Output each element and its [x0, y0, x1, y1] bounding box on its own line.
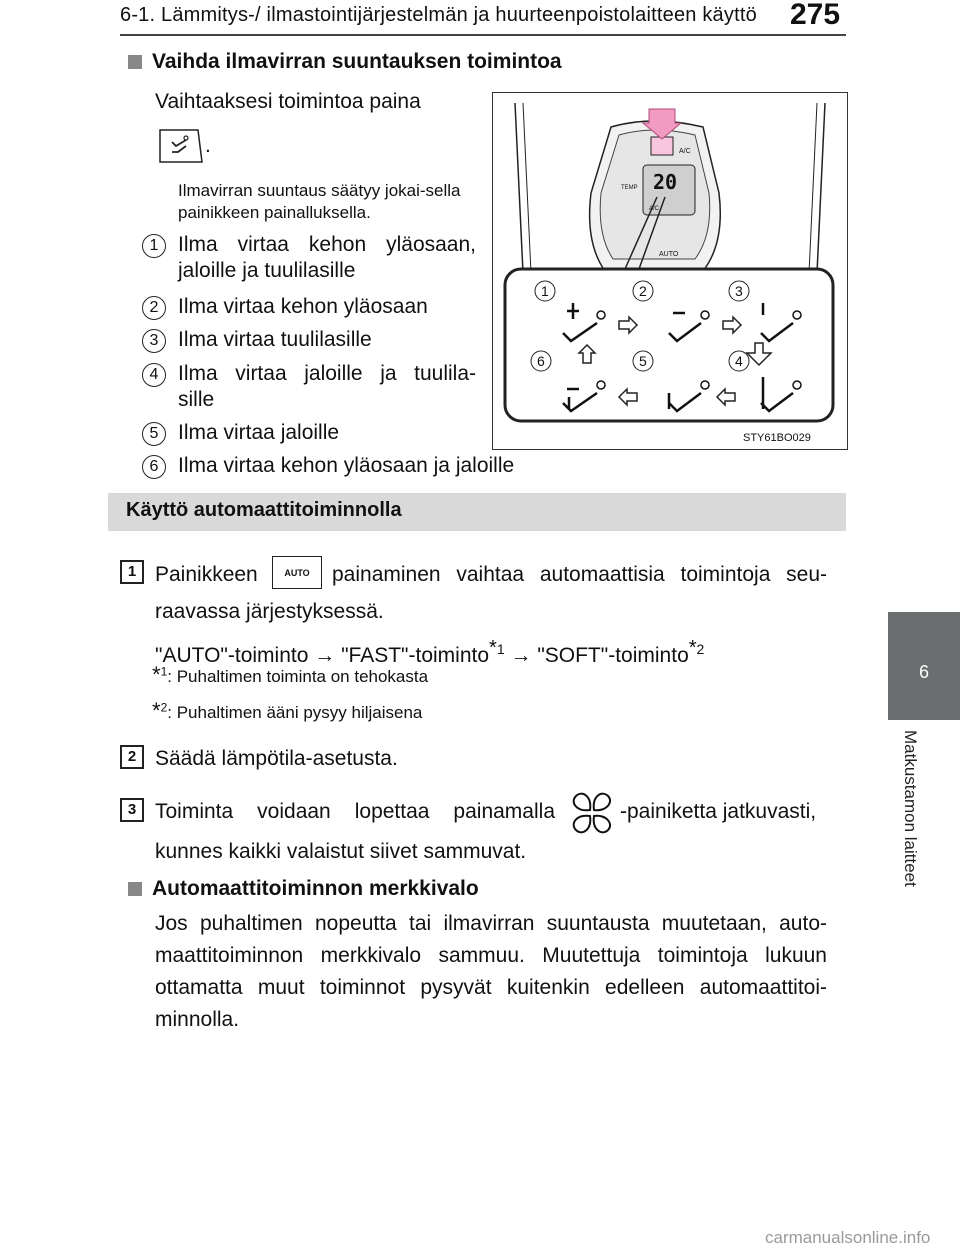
list-item-line: jaloille ja tuulilasille [178, 259, 356, 282]
chapter-tab [888, 612, 960, 720]
list-item-line: Ilma virtaa jaloille ja tuulila- [178, 362, 476, 385]
intro-text: Vaihtaaksesi toimintoa paina [155, 90, 421, 113]
figure-code: STY61BO029 [743, 432, 811, 444]
svg-text:A/C: A/C [649, 206, 660, 212]
step-1-post: painaminen vaihtaa automaattisia toimintoja seu- [332, 563, 827, 586]
airflow-mode-button-icon [158, 128, 202, 162]
list-item-line: Ilma virtaa jaloille [178, 421, 340, 444]
intro-end: . [205, 134, 211, 157]
section-heading-auto: Käyttö automaattitoiminnolla [126, 499, 402, 521]
list-item-number: 2 [142, 296, 166, 320]
mode-sequence: "AUTO"-toiminto → "FAST"-toiminto$^{*1}$ → "SOFT"-toiminto$^{*2}$ [155, 637, 705, 667]
section-bar-auto [108, 493, 846, 531]
list-item [178, 361, 476, 413]
step-3-pre: Toiminta voidaan lopettaa painamalla [155, 800, 555, 823]
list-item-number: 1 [142, 234, 166, 258]
svg-text:A/C: A/C [679, 148, 691, 155]
list-item [178, 420, 476, 446]
list-item-number: 6 [142, 455, 166, 479]
note-text: Ilmavirran suuntaus säätyy jokai-sella painikkeen painalluksella. [178, 181, 461, 222]
step-3-post: -painiketta jatkuvasti, [620, 800, 817, 823]
svg-text:6: 6 [537, 353, 545, 369]
svg-text:2: 2 [639, 283, 647, 299]
footnote-2: *$^2$: Puhaltimen ääni pysyy hiljaisena [152, 698, 423, 723]
list-item-line: sille [178, 388, 215, 411]
step-1-pre: Painikkeen [155, 563, 258, 586]
list-item-number: 5 [142, 422, 166, 446]
climate-panel-illustration [493, 93, 847, 449]
list-item [178, 294, 476, 320]
step-2-text: Säädä lämpötila-asetusta. [155, 747, 398, 770]
paragraph-line: minnolla. [155, 1008, 240, 1031]
paragraph-line: maattitoiminnon merkkivalo sammuu. Muutettuja toimintoja lukuun [155, 944, 827, 967]
paragraph-line: Jos puhaltimen nopeutta tai ilmavirran suuntausta muutetaan, auto- [155, 912, 827, 935]
step-3-line2: kunnes kaikki valaistut siivet sammuvat. [155, 840, 527, 863]
svg-text:1: 1 [541, 283, 549, 299]
list-item-line: Ilma virtaa tuulilasille [178, 328, 372, 351]
list-item-line: Ilma virtaa kehon yläosaan, [178, 233, 476, 256]
step-3-marker: 3 [120, 798, 144, 822]
section-heading-airflow [128, 50, 562, 74]
list-item-number: 3 [142, 329, 166, 353]
heading-bullet-icon [128, 55, 142, 69]
list-item-line: Ilma virtaa kehon yläosaan [178, 295, 428, 318]
paragraph-line: ottamatta muut toiminnot pysyvät kuitenkin edelleen automaattitoi- [155, 976, 827, 999]
heading-text: Vaihda ilmavirran suuntauksen toimintoa [152, 50, 562, 73]
step-1-marker: 1 [120, 560, 144, 584]
svg-text:4: 4 [735, 353, 743, 369]
step-2-marker: 2 [120, 745, 144, 769]
chapter-label: Matkustamon laitteet [901, 730, 920, 887]
svg-text:5: 5 [639, 353, 647, 369]
fan-icon [566, 788, 616, 838]
svg-text:20: 20 [653, 170, 678, 194]
footnote-1: *$^1$: Puhaltimen toiminta on tehokasta [152, 662, 429, 687]
climate-panel-figure [492, 92, 848, 450]
list-item-number: 4 [142, 363, 166, 387]
svg-text:TEMP: TEMP [621, 185, 638, 191]
list-item [178, 232, 476, 284]
svg-text:3: 3 [735, 283, 743, 299]
page-number: 275 [790, 0, 841, 31]
heading-bullet-icon [128, 882, 142, 896]
section-heading-indicator: Automaattitoiminnon merkkivalo [128, 877, 479, 901]
step-1-line2: raavassa järjestyksessä. [155, 600, 384, 623]
list-item [178, 327, 476, 353]
running-header-title: 6-1. Lämmitys-/ ilmastointijärjestelmän ja huurteenpoistolaitteen käyttö [120, 4, 757, 26]
watermark: carmanualsonline.info [765, 1228, 931, 1247]
svg-text:AUTO: AUTO [659, 251, 679, 258]
header-rule [120, 34, 846, 36]
auto-button-icon: AUTO [272, 556, 322, 589]
list-item-line: Ilma virtaa kehon yläosaan ja jaloille [178, 454, 515, 477]
list-item [178, 453, 578, 479]
chapter-number: 6 [918, 662, 929, 682]
